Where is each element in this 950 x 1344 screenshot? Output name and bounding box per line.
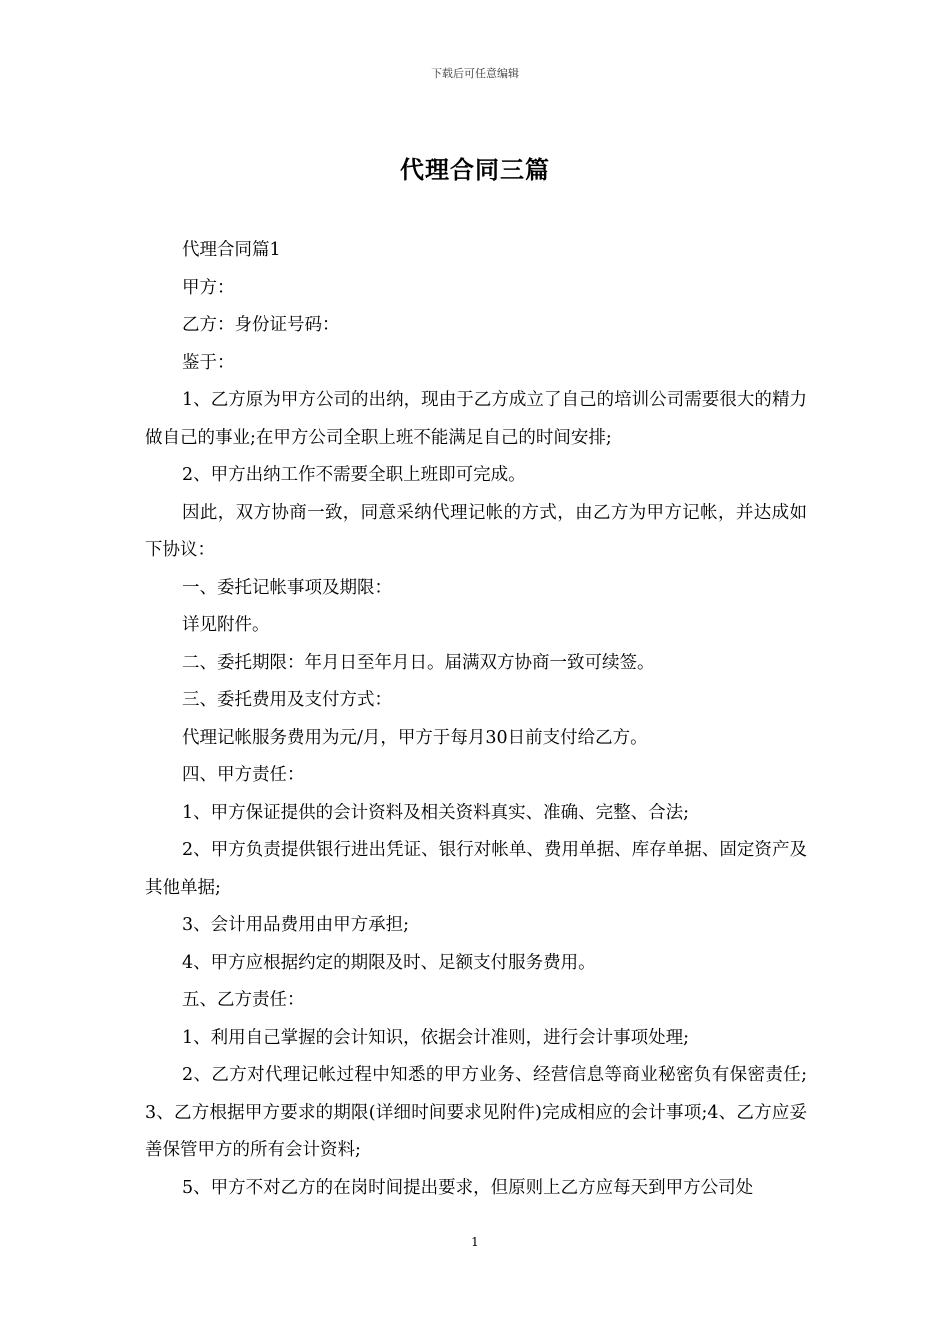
paragraph-whereas-1: 1、乙方原为甲方公司的出纳，现由于乙方成立了自己的培训公司需要很大的精力做自己的事业;在甲方公司全职上班不能满足自己的时间安排; <box>145 390 807 448</box>
paragraph-clause-4-heading: 四、甲方责任： <box>182 765 305 785</box>
paragraph-clause-3-body: 代理记帐服务费用为元/月，甲方于每月30日前支付给乙方。 <box>182 727 648 748</box>
paragraph-clause-1-heading: 一、委托记帐事项及期限： <box>182 577 392 598</box>
document-title: 代理合同三篇 <box>400 155 550 184</box>
header-note: 下载后可任意编辑 <box>431 67 519 80</box>
paragraph-whereas-2: 2、甲方出纳工作不需要全职上班即可完成。 <box>182 465 526 485</box>
paragraph-clause-3-heading: 三、委托费用及支付方式： <box>182 690 392 710</box>
paragraph-clause-5-item-5: 5、甲方不对乙方的在岗时间提出要求，但原则上乙方应每天到甲方公司处 <box>182 1177 754 1198</box>
paragraph-clause-4-item-4: 4、甲方应根据约定的期限及时、足额支付服务费用。 <box>182 952 596 973</box>
paragraph-clause-4-item-3: 3、会计用品费用由甲方承担; <box>182 915 410 935</box>
paragraph-party-a: 甲方： <box>182 277 235 298</box>
paragraph-party-b: 乙方：身份证号码： <box>182 315 340 335</box>
paragraph-clause-5-item-1: 1、利用自己掌握的会计知识，依据会计准则，进行会计事项处理; <box>182 1027 690 1048</box>
page-number: 1 <box>471 1235 479 1249</box>
paragraph-clause-1-body: 详见附件。 <box>182 615 270 635</box>
paragraph-clause-5-heading: 五、乙方责任： <box>182 990 305 1010</box>
paragraph-section-heading: 代理合同篇1 <box>182 240 281 260</box>
paragraph-clause-5-item-2: 2、乙方对代理记帐过程中知悉的甲方业务、经营信息等商业秘密负有保密责任;3、乙方根据甲方要求的期限(详细时间要求见附件)完成相应的会计事项;4、乙方应妥善保管甲方的所有会计资料; <box>145 1065 807 1160</box>
paragraph-clause-4-item-2: 2、甲方负责提供银行进出凭证、银行对帐单、费用单据、库存单据、固定资产及其他单据; <box>145 840 807 898</box>
paragraph-whereas: 鉴于： <box>182 352 235 373</box>
paragraph-clause-2: 二、委托期限：年月日至年月日。届满双方协商一致可续签。 <box>182 652 655 673</box>
paragraph-clause-4-item-1: 1、甲方保证提供的会计资料及相关资料真实、准确、完整、合法; <box>182 802 690 823</box>
paragraph-agreement: 因此，双方协商一致，同意采纳代理记帐的方式，由乙方为甲方记帐，并达成如下协议： <box>145 502 807 560</box>
document-body <box>145 232 807 1207</box>
